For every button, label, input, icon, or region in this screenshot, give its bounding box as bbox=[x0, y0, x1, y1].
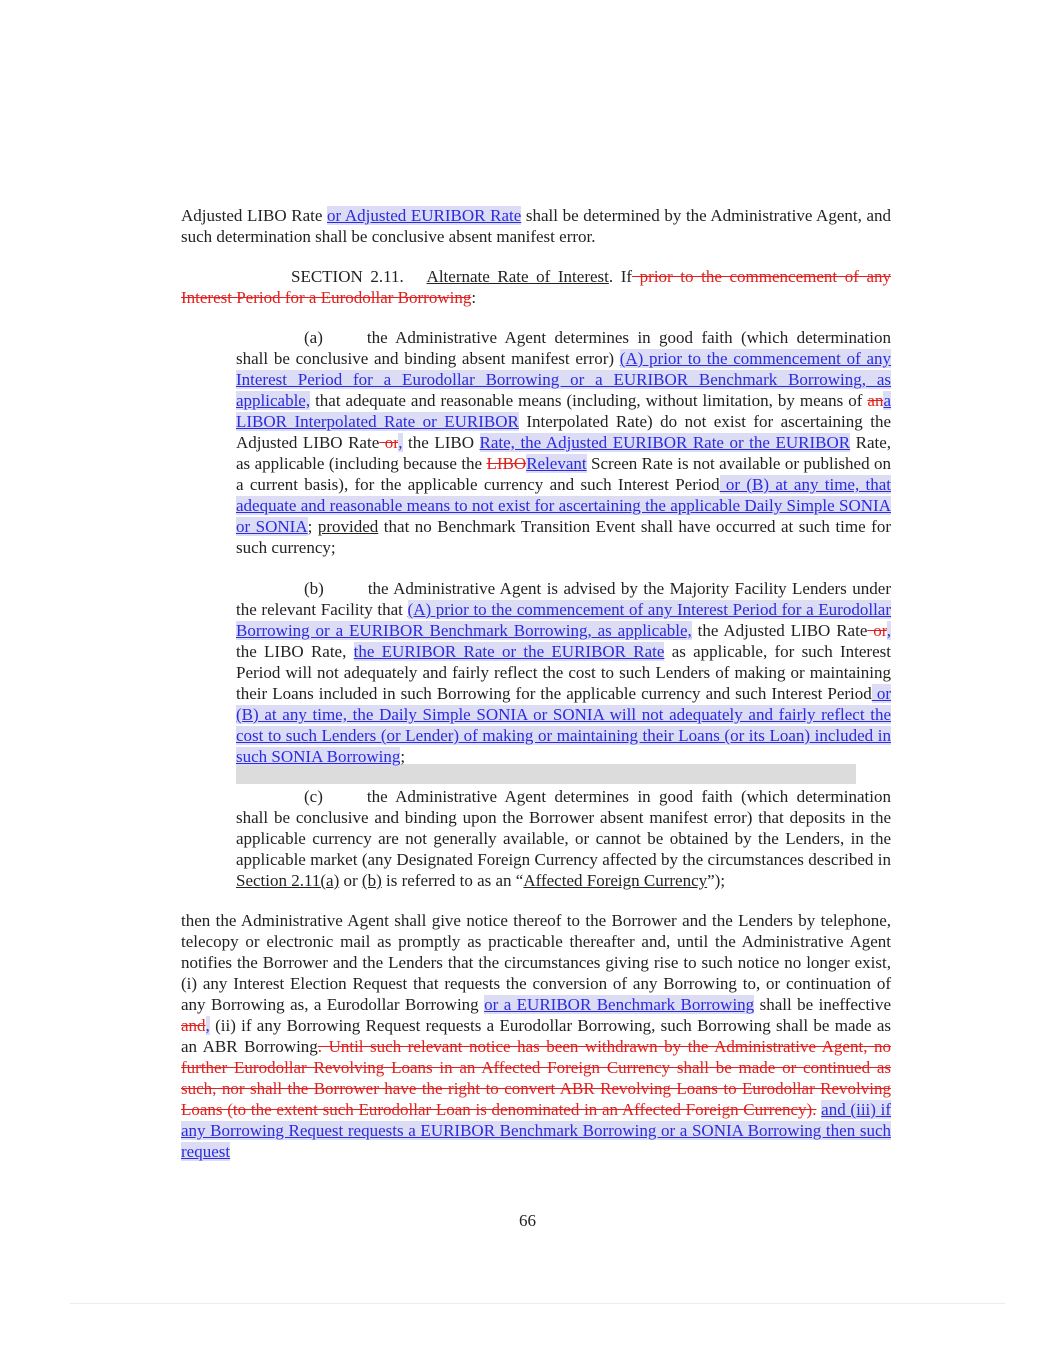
text: ”); bbox=[707, 871, 726, 890]
text: the Administrative Agent determines in good faith (which determination shall be conclusive and binding upon the Borrower absent manifest error) that deposits in the applicable currency are not generally available, or cannot be obtained by the Lenders, in the applicable market (any Designated Foreign Currency affected by the circumstances described in bbox=[236, 787, 891, 869]
insertion: (A) prior to the commencement of any Interest Period for a Eurodollar Borrowing or a EURIBOR Benchmark Borrowing, as applicable, bbox=[236, 349, 891, 410]
insertion: or (B) at any time, the Daily Simple SONIA or SONIA will not adequately and fairly reflect the cost to such Lenders (or Lender) of making or maintaining their Loans (or its Loan) included in such SONIA Borrowing bbox=[236, 684, 891, 766]
paragraph-intro bbox=[181, 205, 891, 247]
defined-term: provided bbox=[317, 517, 379, 536]
text: Screen Rate is not available or published on a current basis), for the applicable currency and such Interest Period bbox=[236, 454, 891, 494]
clause-label: (a) bbox=[304, 328, 323, 347]
deletion: or bbox=[867, 621, 887, 640]
text: as applicable, for such Interest Period will not adequately and fairly reflect the cost to such Lenders of making or maintaining their Loans included in such Borrowing for the applicable currency and such Interest Period bbox=[236, 642, 891, 703]
paragraph-consequence bbox=[181, 910, 891, 1162]
text: Rate, as applicable (including because the bbox=[236, 433, 892, 473]
text: : bbox=[471, 288, 477, 307]
insertion: the EURIBOR Rate or the EURIBOR Rate bbox=[353, 642, 665, 661]
insertion: and (iii) if any Borrowing Request requests a EURIBOR Benchmark Borrowing or a SONIA Borrowing then such request bbox=[181, 1100, 892, 1161]
text: ; bbox=[307, 517, 318, 536]
insertion: (A) prior to the commencement of any Interest Period for a Eurodollar Borrowing or a EURIBOR Benchmark Borrowing, as applicable, bbox=[236, 600, 892, 640]
insertion: or (B) at any time, that adequate and reasonable means to not exist for ascertaining the applicable Daily Simple SONIA or SONIA bbox=[236, 475, 892, 536]
text: or bbox=[339, 871, 362, 890]
deletion: and bbox=[181, 1016, 206, 1035]
insertion: , bbox=[398, 433, 403, 452]
page-number: 66 bbox=[519, 1211, 536, 1230]
deletion: an bbox=[867, 391, 884, 410]
text: the Administrative Agent is advised by the Majority Facility Lenders under the relevant Facility that bbox=[236, 579, 891, 619]
insertion: or Adjusted EURIBOR Rate bbox=[327, 206, 522, 225]
text: is referred to as an “ bbox=[381, 871, 524, 890]
section-title: Alternate Rate of Interest bbox=[426, 267, 609, 286]
clause-c bbox=[236, 786, 891, 891]
section-heading bbox=[181, 266, 891, 308]
text: the Administrative Agent determines in good faith (which determination shall be conclusive and binding absent manifest error) bbox=[236, 328, 891, 368]
section-number: SECTION 2.11. bbox=[291, 267, 404, 286]
text: Adjusted LIBO Rate bbox=[181, 206, 328, 225]
cross-reference: (b) bbox=[361, 871, 382, 890]
text: Interpolated Rate) do not exist for ascertaining the Adjusted LIBO Rate bbox=[236, 412, 891, 452]
text: that adequate and reasonable means (including, without limitation, by means of bbox=[310, 391, 868, 410]
page-bottom-rule bbox=[70, 1303, 1005, 1304]
text: shall be determined by the Administrative Agent, and such determination shall be conclusive absent manifest error. bbox=[181, 206, 891, 246]
cross-reference: Section 2.11(a) bbox=[236, 871, 340, 890]
insertion: a LIBOR Interpolated Rate or EURIBOR bbox=[236, 391, 891, 431]
text: the Adjusted LIBO Rate bbox=[691, 621, 868, 640]
insertion: Rate, the Adjusted EURIBOR Rate or the EURIBOR bbox=[479, 433, 851, 452]
text: ; bbox=[400, 747, 406, 766]
highlight-shading bbox=[236, 764, 856, 784]
insertion: , bbox=[886, 621, 891, 640]
deletion: prior to the commencement of any Interest Period for a Eurodollar Borrowing bbox=[181, 267, 892, 307]
text: the LIBO Rate, bbox=[236, 642, 354, 661]
text: that no Benchmark Transition Event shall have occurred at such time for such currency; bbox=[236, 517, 891, 557]
text: . bbox=[608, 267, 621, 286]
deletion: LIBO bbox=[486, 454, 527, 473]
deletion: or bbox=[379, 433, 399, 452]
insertion: , bbox=[205, 1016, 210, 1035]
text: shall be ineffective bbox=[754, 995, 891, 1014]
clause-label: (c) bbox=[304, 787, 323, 806]
text: If bbox=[620, 267, 633, 286]
text: the LIBO bbox=[402, 433, 480, 452]
deletion: . Until such relevant notice has been withdrawn by the Administrative Agent, no further Eurodollar Revolving Loans in an Affected Foreign Currency shall be made or continued as such, nor shall the Borrower have the right to convert ABR Revolving Loans to Eurodollar Revolving Loans (to the extent such Eurodollar Loan is denominated in an Affected Foreign Currency). bbox=[181, 1037, 891, 1119]
clause-a bbox=[236, 327, 891, 558]
defined-term: Affected Foreign Currency bbox=[523, 871, 708, 890]
text: then the Administrative Agent shall give notice thereof to the Borrower and the Lenders by telephone, telecopy or electronic mail as promptly as practicable thereafter and, until the Administrative Agent notifies the Borrower and the Lenders that the circumstances giving rise to such notice no longer exist, (i) any Interest Election Request that requests the conversion of any Borrowing to, or continuation of any Borrowing as, a Eurodollar Borrowing bbox=[181, 911, 891, 1014]
insertion: or a EURIBOR Benchmark Borrowing bbox=[484, 995, 755, 1014]
insertion: Relevant bbox=[526, 454, 587, 473]
clause-b bbox=[236, 578, 891, 767]
text: (ii) if any Borrowing Request requests a Eurodollar Borrowing, such Borrowing shall be made as an ABR Borrowing bbox=[181, 1016, 891, 1056]
clause-label: (b) bbox=[304, 579, 324, 598]
